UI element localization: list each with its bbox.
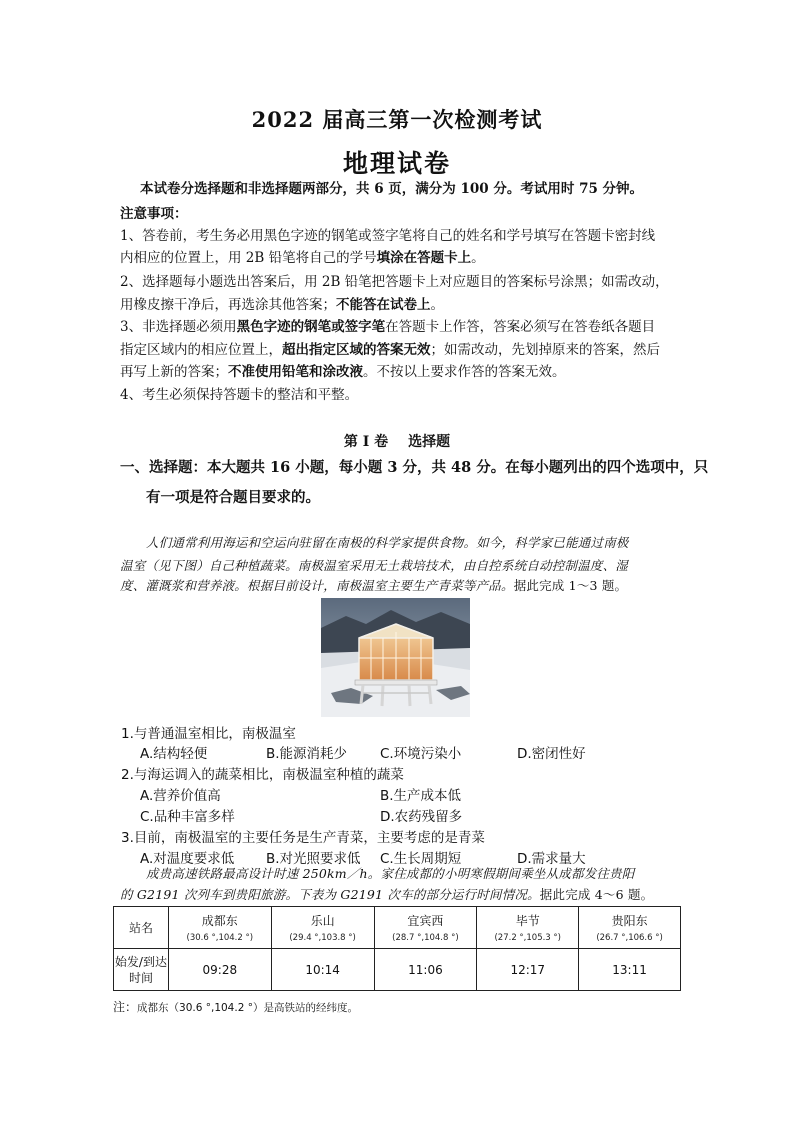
passage-text: 的 G2191 次列车到贵阳旅游。下表为 G2191 次车的部分运行时间情况。 <box>120 887 540 902</box>
passage-1-line-3 <box>120 575 627 597</box>
question-3-option-a: A.对温度要求低 <box>140 851 235 867</box>
notice-text: 再写上新的答案； <box>120 364 228 380</box>
section-instruction-line-2: 有一项是符合题目要求的。 <box>146 489 320 506</box>
passage-1-line-2: 温室（见下图）自己种植蔬菜。南极温室采用无土栽培技术，由自控系统自动控制温度、湿 <box>120 558 629 573</box>
station-coordinates: (28.7 °,104.8 °) <box>392 933 459 943</box>
table-row-stations <box>114 907 681 949</box>
notice-item-1-line-1: 1、答卷前，考生务必用黑色字迹的钢笔或签字笔将自己的姓名和学号填写在答题卡密封线 <box>120 228 656 244</box>
question-2-option-a: A.营养价值高 <box>140 788 221 804</box>
section-instruction-line-1: 一、选择题：本大题共 16 小题，每小题 3 分，共 48 分。在每小题列出的四个选项中，只 <box>120 459 709 476</box>
time-cell: 09:28 <box>168 949 271 991</box>
station-coordinates: (27.2 °,105.3 °) <box>494 933 561 943</box>
station-name: 成都东 <box>201 914 238 928</box>
passage-task: 据此完成 1～3 题。 <box>513 578 628 593</box>
question-3-option-c: C.生长周期短 <box>380 851 462 867</box>
notice-item-3-line-3 <box>120 363 680 381</box>
section-title <box>0 431 794 451</box>
question-2-option-d: D.农药残留多 <box>380 809 463 825</box>
notice-emphasis: 超出指定区域的答案无效 <box>282 342 431 358</box>
note-text: 成都东（30.6 °,104.2 °）是高铁站的经纬度。 <box>137 1002 358 1014</box>
exam-intro: 本试卷分选择题和非选择题两部分，共 6 页，满分为 100 分。考试用时 75 分钟。 <box>140 181 644 197</box>
notice-text: 。不按以上要求作答的答案无效。 <box>363 364 566 380</box>
notice-emphasis: 不准使用铅笔和涂改液 <box>228 364 363 380</box>
question-3-stem: 3.目前，南极温室的主要任务是生产青菜，主要考虑的是青菜 <box>121 830 485 846</box>
notice-emphasis: 黑色字迹的钢笔或签字笔 <box>236 319 386 335</box>
notice-item-2-line-1: 2、选择题每小题选出答案后，用 2B 铅笔把答题卡上对应题目的答案标号涂黑；如需改动， <box>120 274 669 290</box>
station-name: 乐山 <box>310 914 335 928</box>
train-schedule-table <box>113 906 681 991</box>
station-coordinates: (30.6 °,104.2 °) <box>186 933 254 943</box>
time-cell: 12:17 <box>477 949 579 991</box>
station-cell <box>477 907 579 949</box>
notice-text: 用橡皮擦干净后，再选涂其他答案； <box>120 297 336 313</box>
notice-item-3-line-2 <box>120 341 680 359</box>
exam-subject-title: 地理试卷 <box>342 149 451 178</box>
notice-item-1-line-2 <box>120 249 680 267</box>
station-cell <box>271 907 374 949</box>
section-name: 选择题 <box>408 434 451 450</box>
notice-item-3-line-1 <box>120 318 680 336</box>
passage-2-line-1: 成贵高速铁路最高设计时速 250km／h。家住成都的小明寒假期间乘坐从成都发往贵阳 <box>146 866 635 881</box>
question-3-option-d: D.需求量大 <box>517 851 586 867</box>
time-cell: 13:11 <box>579 949 681 991</box>
notice-text: 在答题卡上作答，答案必须写在答卷纸各题目 <box>385 319 656 335</box>
notice-emphasis: 不能答在试卷上 <box>336 297 431 313</box>
notice-text: 3、非选择题必须用 <box>120 319 237 335</box>
time-cell: 10:14 <box>271 949 374 991</box>
antarctic-greenhouse-photo <box>321 598 470 717</box>
question-2-option-b: B.生产成本低 <box>380 788 462 804</box>
notice-item-4: 4、考生必须保持答题卡的整洁和平整。 <box>120 387 359 403</box>
time-header-cell: 始发/到达时间 <box>114 949 169 991</box>
passage-text: 度、灌溉浆和营养液。根据目前设计，南极温室主要生产青菜等产品。 <box>120 578 514 593</box>
question-1-option-c: C.环境污染小 <box>380 746 462 762</box>
notice-emphasis: 填涂在答题卡上 <box>376 250 472 266</box>
question-1-stem: 1.与普通温室相比，南极温室 <box>121 726 296 742</box>
table-row-times <box>114 949 681 991</box>
question-1-option-d: D.密闭性好 <box>517 746 586 762</box>
question-2-stem: 2.与海运调入的蔬菜相比，南极温室种植的蔬菜 <box>121 767 404 783</box>
station-name: 宜宾西 <box>407 914 444 928</box>
station-name: 毕节 <box>515 914 540 928</box>
notice-text: 内相应的位置上，用 2B 铅笔将自己的学号 <box>120 250 377 266</box>
question-2-option-c: C.品种丰富多样 <box>140 809 235 825</box>
station-cell <box>374 907 477 949</box>
station-cell <box>579 907 681 949</box>
exam-title: 2022 届高三第一次检测考试 <box>251 107 543 132</box>
station-coordinates: (29.4 °,103.8 °) <box>289 933 356 943</box>
station-cell <box>168 907 271 949</box>
note-label: 注： <box>113 1000 138 1014</box>
passage-task: 据此完成 4～6 题。 <box>539 887 654 902</box>
notice-heading: 注意事项： <box>120 206 188 222</box>
notice-text: 。 <box>471 250 485 266</box>
notice-text: 。 <box>430 297 444 313</box>
station-header-cell: 站名 <box>114 907 169 949</box>
notice-text: ；如需改动，先划掉原来的答案，然后 <box>430 342 660 358</box>
passage-2-line-2 <box>120 884 653 906</box>
section-label: 第 I 卷 <box>343 434 389 450</box>
table-note <box>113 998 358 1015</box>
time-cell: 11:06 <box>374 949 477 991</box>
notice-text: 指定区域内的相应位置上， <box>120 342 282 358</box>
question-3-option-b: B.对光照要求低 <box>266 851 361 867</box>
station-coordinates: (26.7 °,106.6 °) <box>596 933 663 943</box>
station-name: 贵阳东 <box>611 914 648 928</box>
notice-item-2-line-2 <box>120 296 680 314</box>
question-1-option-a: A.结构轻便 <box>140 746 208 762</box>
question-1-option-b: B.能源消耗少 <box>266 746 348 762</box>
passage-1-line-1: 人们通常利用海运和空运向驻留在南极的科学家提供食物。如今，科学家已能通过南极 <box>146 535 629 550</box>
